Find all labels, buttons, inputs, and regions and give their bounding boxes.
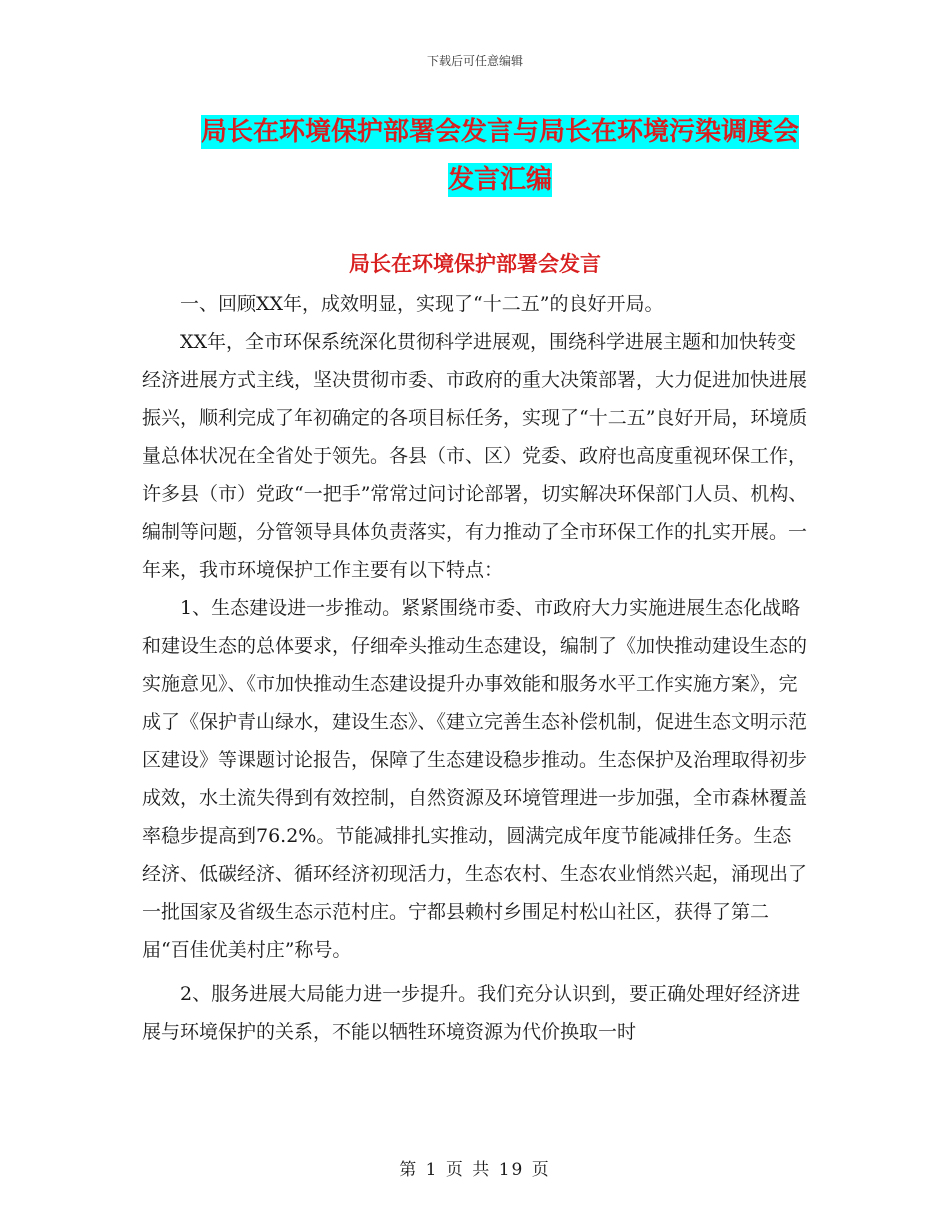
page-header-note: 下载后可任意编辑	[426, 54, 523, 68]
section-title: 局长在环境保护部署会发言	[349, 252, 601, 276]
paragraph: 2、服务进展大局能力进一步提升。我们充分认识到，要正确处理好经济进展与环境保护的关系，不能以牺牲环境资源为代价换取一时	[142, 983, 801, 1043]
document-title-line-2: 发言汇编	[447, 165, 552, 195]
document-body	[142, 285, 810, 1051]
paragraph: XX年，全市环保系统深化贯彻科学进展观，围绕科学进展主题和加快转变经济进展方式主线，坚决贯彻市委、市政府的重大决策部署，大力促进加快进展振兴，顺利完成了年初确定的各项目标任务，实现了“十二五”良好开局，环境质量总体状况在全省处于领先。各县（市、区）党委、政府也高度重视环保工作，许多县（市）党政“一把手”常常过问讨论部署，切实解决环保部门人员、机构、编制等问题，分管领导具体负责落实，有力推动了全市环保工作的扎实开展。一年来，我市环境保护工作主要有以下特点：	[142, 331, 808, 581]
document-title	[190, 108, 810, 204]
document-title-line-1: 局长在环境保护部署会发言与局长在环境污染调度会	[200, 117, 799, 147]
paragraph: 一、回顾XX年，成效明显，实现了“十二五”的良好开局。	[180, 293, 664, 315]
paragraph: 1、生态建设进一步推动。紧紧围绕市委、市政府大力实施进展生态化战略和建设生态的总体要求，仔细牵头推动生态建设，编制了《加快推动建设生态的实施意见》、《市加快推动生态建设提升办事效能和服务水平工作实施方案》，完成了《保护青山绿水，建设生态》、《建立完善生态补偿机制，促进生态文明示范区建设》等课题讨论报告，保障了生态建设稳步推动。生态保护及治理取得初步成效，水土流失得到有效控制，自然资源及环境管理进一步加强，全市森林覆盖率稳步提高到76.2%。节能减排扎实推动，圆满完成年度节能减排任务。生态经济、低碳经济、循环经济初现活力，生态农村、生态农业悄然兴起，涌现出了一批国家及省级生态示范村庄。宁都县赖村乡围足村松山社区，获得了第二届“百佳优美村庄”称号。	[142, 597, 808, 961]
page-number-footer: 第 1 页 共 19 页	[399, 1160, 551, 1180]
